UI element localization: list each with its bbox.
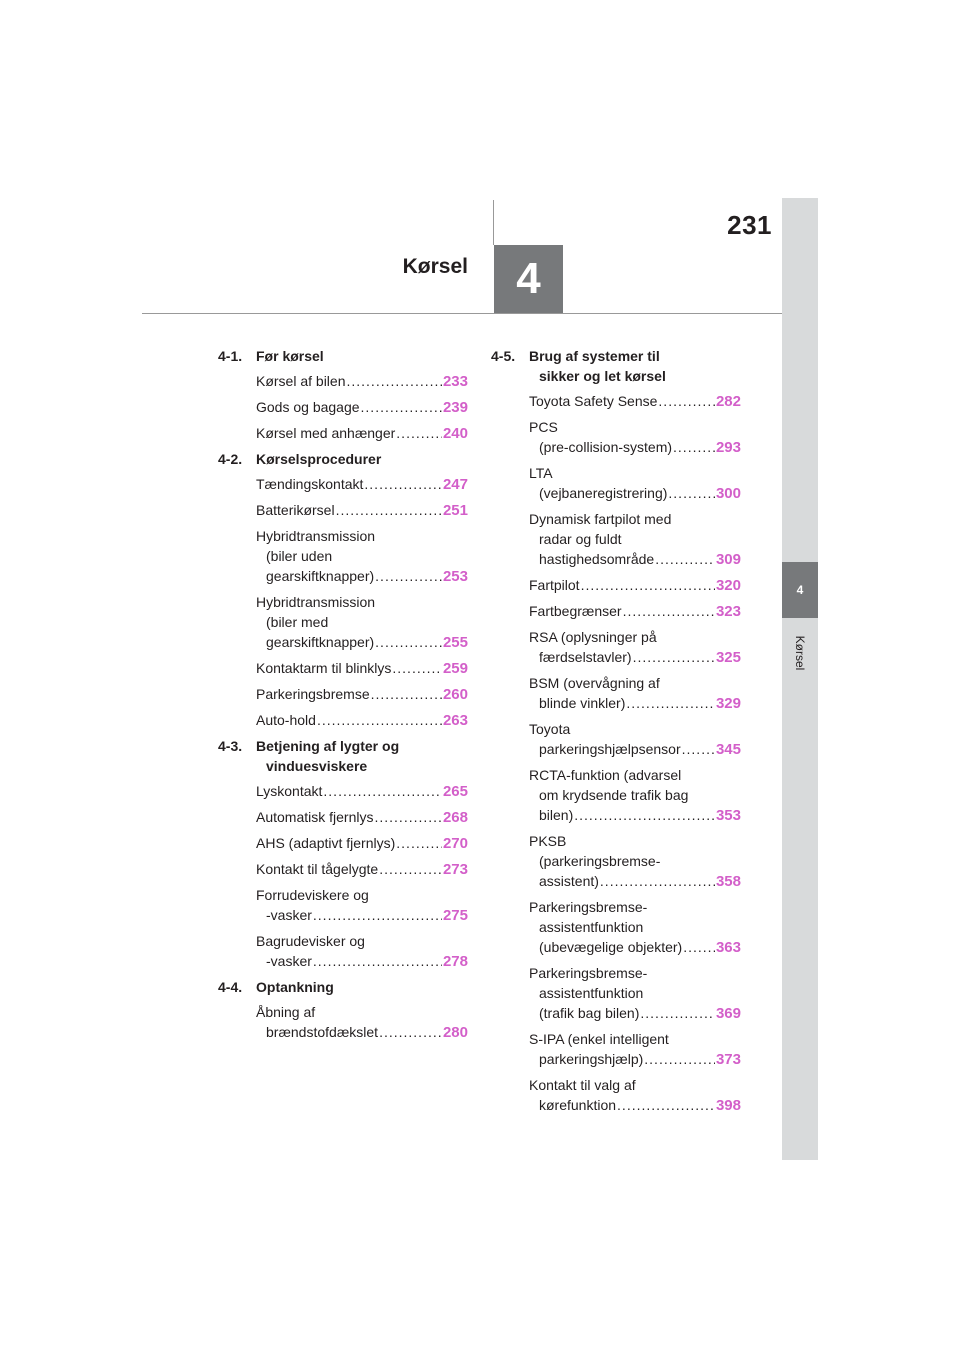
- toc-entry-text: brændstofdækslet: [266, 1024, 379, 1040]
- section-number: 4-5.: [491, 348, 516, 364]
- dot-leader: [668, 483, 715, 503]
- page-link[interactable]: 255: [442, 634, 468, 651]
- toc-entry-text: assistent): [539, 873, 599, 889]
- chapter-number-box: 4: [494, 245, 563, 313]
- dot-leader: [682, 739, 715, 759]
- page-link[interactable]: 323: [715, 603, 741, 620]
- toc-entry-text: Fartpilot: [529, 577, 580, 593]
- toc-entry[interactable]: [529, 509, 741, 570]
- toc-entry[interactable]: [529, 601, 741, 622]
- section-title: [256, 736, 468, 776]
- page-link[interactable]: 239: [442, 399, 468, 416]
- toc-entry[interactable]: [529, 963, 741, 1024]
- dot-leader: [364, 474, 442, 494]
- toc-entry-text: Kørsel af bilen: [256, 373, 346, 389]
- section-number: 4-3.: [218, 738, 243, 754]
- chapter-title: Kørsel: [402, 255, 468, 278]
- side-tab-chapter[interactable]: 4: [782, 562, 818, 618]
- toc-entry-text: (ubevægelige objekter): [539, 939, 683, 955]
- toc-entry-last-line: [529, 693, 741, 714]
- page-link[interactable]: 260: [442, 686, 468, 703]
- toc-entry-text: PCS: [529, 419, 558, 435]
- dot-leader: [313, 905, 442, 925]
- toc-entry-last-line: [256, 566, 468, 587]
- dot-leader: [371, 684, 442, 704]
- section-heading: [218, 736, 468, 776]
- section-heading: [218, 346, 468, 366]
- section-title-line: Kørselsprocedurer: [256, 451, 382, 467]
- toc-entry-last-line: [529, 871, 741, 892]
- toc-entry-text: Kontakt til valg af: [529, 1077, 636, 1093]
- dot-leader: [317, 710, 442, 730]
- page-link[interactable]: 293: [715, 439, 741, 456]
- dot-leader: [323, 781, 442, 801]
- dot-leader: [336, 500, 442, 520]
- section-heading: [218, 449, 468, 469]
- toc-entry[interactable]: [529, 719, 741, 760]
- dot-leader: [375, 566, 442, 586]
- toc-entry-text: (biler uden: [266, 548, 333, 564]
- dot-leader: [375, 632, 442, 652]
- toc-entry-text: gearskiftknapper): [266, 634, 375, 650]
- toc-entry-text: (trafik bag bilen): [539, 1005, 640, 1021]
- toc-entry[interactable]: [256, 658, 468, 679]
- toc-section: [218, 346, 468, 444]
- page-link[interactable]: 345: [715, 741, 741, 758]
- toc-entry-text: Toyota Safety Sense: [529, 393, 658, 409]
- toc-entry-last-line: [529, 391, 741, 412]
- toc-entry-text: -vasker: [266, 907, 312, 923]
- toc-entry[interactable]: [256, 807, 468, 828]
- page-link[interactable]: 251: [442, 502, 468, 519]
- page-link[interactable]: 358: [715, 873, 741, 890]
- toc-entry-text: Tændingskontakt: [256, 476, 364, 492]
- toc-entry-text: (pre-collision-system): [539, 439, 673, 455]
- toc-entry-text: Forrudeviskere og: [256, 887, 369, 903]
- toc-entry[interactable]: [256, 474, 468, 495]
- toc-entry-last-line: [529, 647, 741, 668]
- toc-entry-text: Automatisk fjernlys: [256, 809, 374, 825]
- page-link[interactable]: 278: [442, 953, 468, 970]
- dot-leader: [574, 805, 715, 825]
- section-title-line: Optankning: [256, 979, 334, 995]
- toc-entry-last-line: [529, 937, 741, 958]
- toc-entry-text: Parkeringsbremse: [256, 686, 370, 702]
- toc-entry[interactable]: [529, 673, 741, 714]
- section-title-line: Betjening af lygter og: [256, 738, 400, 754]
- dot-leader: [626, 693, 715, 713]
- dot-leader: [313, 951, 442, 971]
- toc-section: [218, 449, 468, 731]
- dot-leader: [379, 859, 442, 879]
- toc-entry-last-line: [256, 859, 468, 880]
- toc-entry-text: Batterikørsel: [256, 502, 335, 518]
- section-title-line: vinduesviskere: [266, 758, 368, 774]
- dot-leader: [379, 1022, 442, 1042]
- toc-column-left: [218, 346, 468, 1048]
- dot-leader: [640, 1003, 715, 1023]
- toc-entry[interactable]: [256, 859, 468, 880]
- toc-entry-text: radar og fuldt: [539, 531, 622, 547]
- toc-entry-last-line: [529, 437, 741, 458]
- toc-entry-text: PKSB: [529, 833, 567, 849]
- toc-entry-text: Dynamisk fartpilot med: [529, 511, 672, 527]
- toc-entry-text: Parkeringsbremse-: [529, 899, 648, 915]
- toc-entry-text: BSM (overvågning af: [529, 675, 660, 691]
- dot-leader: [658, 391, 715, 411]
- dot-leader: [392, 658, 442, 678]
- toc-entry[interactable]: [256, 684, 468, 705]
- toc-entry-last-line: [256, 684, 468, 705]
- toc-entry-last-line: [529, 1003, 741, 1024]
- toc-entry-text: Kontaktarm til blinklys: [256, 660, 392, 676]
- divider-horizontal: [142, 313, 782, 314]
- dot-leader: [396, 423, 442, 443]
- page-link[interactable]: 247: [442, 476, 468, 493]
- toc-entry-text: færdselstavler): [539, 649, 632, 665]
- dot-leader: [396, 833, 442, 853]
- page-link[interactable]: 253: [442, 568, 468, 585]
- dot-leader: [633, 647, 715, 667]
- toc-entry-text: (parkeringsbremse-: [539, 853, 661, 869]
- toc-entry[interactable]: [256, 710, 468, 731]
- page-link[interactable]: 398: [715, 1097, 741, 1114]
- toc-entry[interactable]: [529, 765, 741, 826]
- page-link[interactable]: 309: [715, 551, 741, 568]
- page-link[interactable]: 353: [715, 807, 741, 824]
- section-number: 4-2.: [218, 451, 243, 467]
- toc-entry-text: Auto-hold: [256, 712, 316, 728]
- toc-entry-last-line: [256, 807, 468, 828]
- side-tab-label: Kørsel: [793, 635, 807, 671]
- dot-leader: [655, 549, 715, 569]
- toc-entry-text: om krydsende trafik bag: [539, 787, 689, 803]
- dot-leader: [346, 371, 441, 391]
- side-tab-bar: [782, 198, 818, 1160]
- toc-entry[interactable]: [256, 781, 468, 802]
- toc-entry[interactable]: [256, 526, 468, 587]
- toc-entry[interactable]: [529, 831, 741, 892]
- toc-entry-last-line: [256, 710, 468, 731]
- section-heading: [491, 346, 741, 386]
- toc-column-right: [491, 346, 741, 1121]
- toc-section: [218, 977, 468, 1043]
- page-number: 231: [727, 210, 772, 240]
- toc-entry[interactable]: [256, 423, 468, 444]
- toc-entry-last-line: [256, 658, 468, 679]
- toc-section: [218, 736, 468, 972]
- toc-entry-text: parkeringshjælp): [539, 1051, 644, 1067]
- toc-entry-text: AHS (adaptivt fjernlys): [256, 835, 396, 851]
- toc-entry[interactable]: [529, 417, 741, 458]
- toc-entry[interactable]: [256, 833, 468, 854]
- toc-entry-last-line: [256, 474, 468, 495]
- dot-leader: [623, 601, 715, 621]
- page-link[interactable]: 369: [715, 1005, 741, 1022]
- toc-entry-last-line: [256, 500, 468, 521]
- page-link[interactable]: 263: [442, 712, 468, 729]
- dot-leader: [617, 1095, 715, 1115]
- toc-entry-text: gearskiftknapper): [266, 568, 375, 584]
- toc-entry[interactable]: [256, 592, 468, 653]
- page-link[interactable]: 268: [442, 809, 468, 826]
- toc-entry[interactable]: [529, 391, 741, 412]
- page-link[interactable]: 275: [442, 907, 468, 924]
- section-heading: [218, 977, 468, 997]
- toc-entry-last-line: [529, 1095, 741, 1116]
- section-title: [256, 449, 468, 469]
- toc-entry[interactable]: [256, 885, 468, 926]
- dot-leader: [673, 437, 715, 457]
- page-link[interactable]: 363: [715, 939, 741, 956]
- toc-entry-text: hastighedsområde: [539, 551, 655, 567]
- page-link[interactable]: 280: [442, 1024, 468, 1041]
- toc-entry-last-line: [256, 397, 468, 418]
- toc-entry[interactable]: [256, 371, 468, 392]
- toc-entry-last-line: [256, 905, 468, 926]
- toc-entry-last-line: [256, 632, 468, 653]
- toc-entry-last-line: [529, 575, 741, 596]
- toc-entry[interactable]: [256, 931, 468, 972]
- toc-entry-text: (biler med: [266, 614, 329, 630]
- page-link[interactable]: 373: [715, 1051, 741, 1068]
- section-title: [256, 977, 468, 997]
- toc-entry-last-line: [529, 483, 741, 504]
- toc-entry-text: RCTA-funktion (advarsel: [529, 767, 682, 783]
- toc-entry-text: Toyota: [529, 721, 571, 737]
- dot-leader: [644, 1049, 715, 1069]
- toc-entry-text: Åbning af: [256, 1004, 316, 1020]
- dot-leader: [361, 397, 442, 417]
- page-link[interactable]: 265: [442, 783, 468, 800]
- toc-entry-last-line: [256, 781, 468, 802]
- page-link[interactable]: 240: [442, 425, 468, 442]
- toc-entry-last-line: [529, 805, 741, 826]
- divider-vertical: [493, 200, 494, 245]
- toc-entry-last-line: [256, 833, 468, 854]
- toc-section: [491, 346, 741, 1116]
- dot-leader: [600, 871, 715, 891]
- page-link[interactable]: 300: [715, 485, 741, 502]
- toc-entry-last-line: [529, 549, 741, 570]
- toc-entry-last-line: [256, 371, 468, 392]
- toc-entry-text: Hybridtransmission: [256, 528, 376, 544]
- section-number: 4-1.: [218, 348, 243, 364]
- toc-entry[interactable]: [256, 500, 468, 521]
- toc-entry-text: Fartbegrænser: [529, 603, 622, 619]
- toc-entry-text: LTA: [529, 465, 553, 481]
- toc-entry[interactable]: [529, 1029, 741, 1070]
- toc-entry[interactable]: [529, 575, 741, 596]
- page-link[interactable]: 233: [442, 373, 468, 390]
- toc-entry-text: RSA (oplysninger på: [529, 629, 657, 645]
- toc-entry-text: Gods og bagage: [256, 399, 360, 415]
- toc-entry[interactable]: [256, 397, 468, 418]
- toc-entry-last-line: [529, 739, 741, 760]
- toc-entry-text: Kørsel med anhænger: [256, 425, 396, 441]
- section-title: [256, 346, 468, 366]
- toc-entry[interactable]: [529, 897, 741, 958]
- toc-entry-last-line: [256, 1022, 468, 1043]
- section-title-line: sikker og let kørsel: [539, 368, 666, 384]
- toc-entry-text: Parkeringsbremse-: [529, 965, 648, 981]
- toc-entry-text: parkeringshjælpsensor: [539, 741, 681, 757]
- page-link[interactable]: 273: [442, 861, 468, 878]
- toc-entry-text: assistentfunktion: [539, 919, 644, 935]
- toc-entry-text: bilen): [539, 807, 574, 823]
- page-link[interactable]: 270: [442, 835, 468, 852]
- toc-entry-last-line: [256, 423, 468, 444]
- page-link[interactable]: 282: [715, 393, 741, 410]
- section-number: 4-4.: [218, 979, 243, 995]
- toc-entry[interactable]: [529, 1075, 741, 1116]
- dot-leader: [581, 575, 715, 595]
- page-link[interactable]: 320: [715, 577, 741, 594]
- toc-entry-text: (vejbaneregistrering): [539, 485, 668, 501]
- toc-entry-text: Lyskontakt: [256, 783, 323, 799]
- section-title: [529, 346, 741, 386]
- toc-entry-text: kørefunktion: [539, 1097, 617, 1113]
- toc-entry-text: assistentfunktion: [539, 985, 644, 1001]
- toc-entry-text: Kontakt til tågelygte: [256, 861, 379, 877]
- toc-entry[interactable]: [529, 463, 741, 504]
- toc-entry-text: blinde vinkler): [539, 695, 626, 711]
- page-link[interactable]: 325: [715, 649, 741, 666]
- toc-entry-last-line: [529, 1049, 741, 1070]
- page-link[interactable]: 329: [715, 695, 741, 712]
- toc-entry-text: Bagrudevisker og: [256, 933, 365, 949]
- toc-entry-last-line: [529, 601, 741, 622]
- toc-entry-last-line: [256, 951, 468, 972]
- page-link[interactable]: 259: [442, 660, 468, 677]
- toc-entry[interactable]: [256, 1002, 468, 1043]
- section-title-line: Brug af systemer til: [529, 348, 660, 364]
- toc-entry-text: Hybridtransmission: [256, 594, 376, 610]
- toc-entry-text: -vasker: [266, 953, 312, 969]
- section-title-line: Før kørsel: [256, 348, 324, 364]
- dot-leader: [683, 937, 715, 957]
- toc-entry-text: S-IPA (enkel intelligent: [529, 1031, 669, 1047]
- toc-entry[interactable]: [529, 627, 741, 668]
- dot-leader: [374, 807, 441, 827]
